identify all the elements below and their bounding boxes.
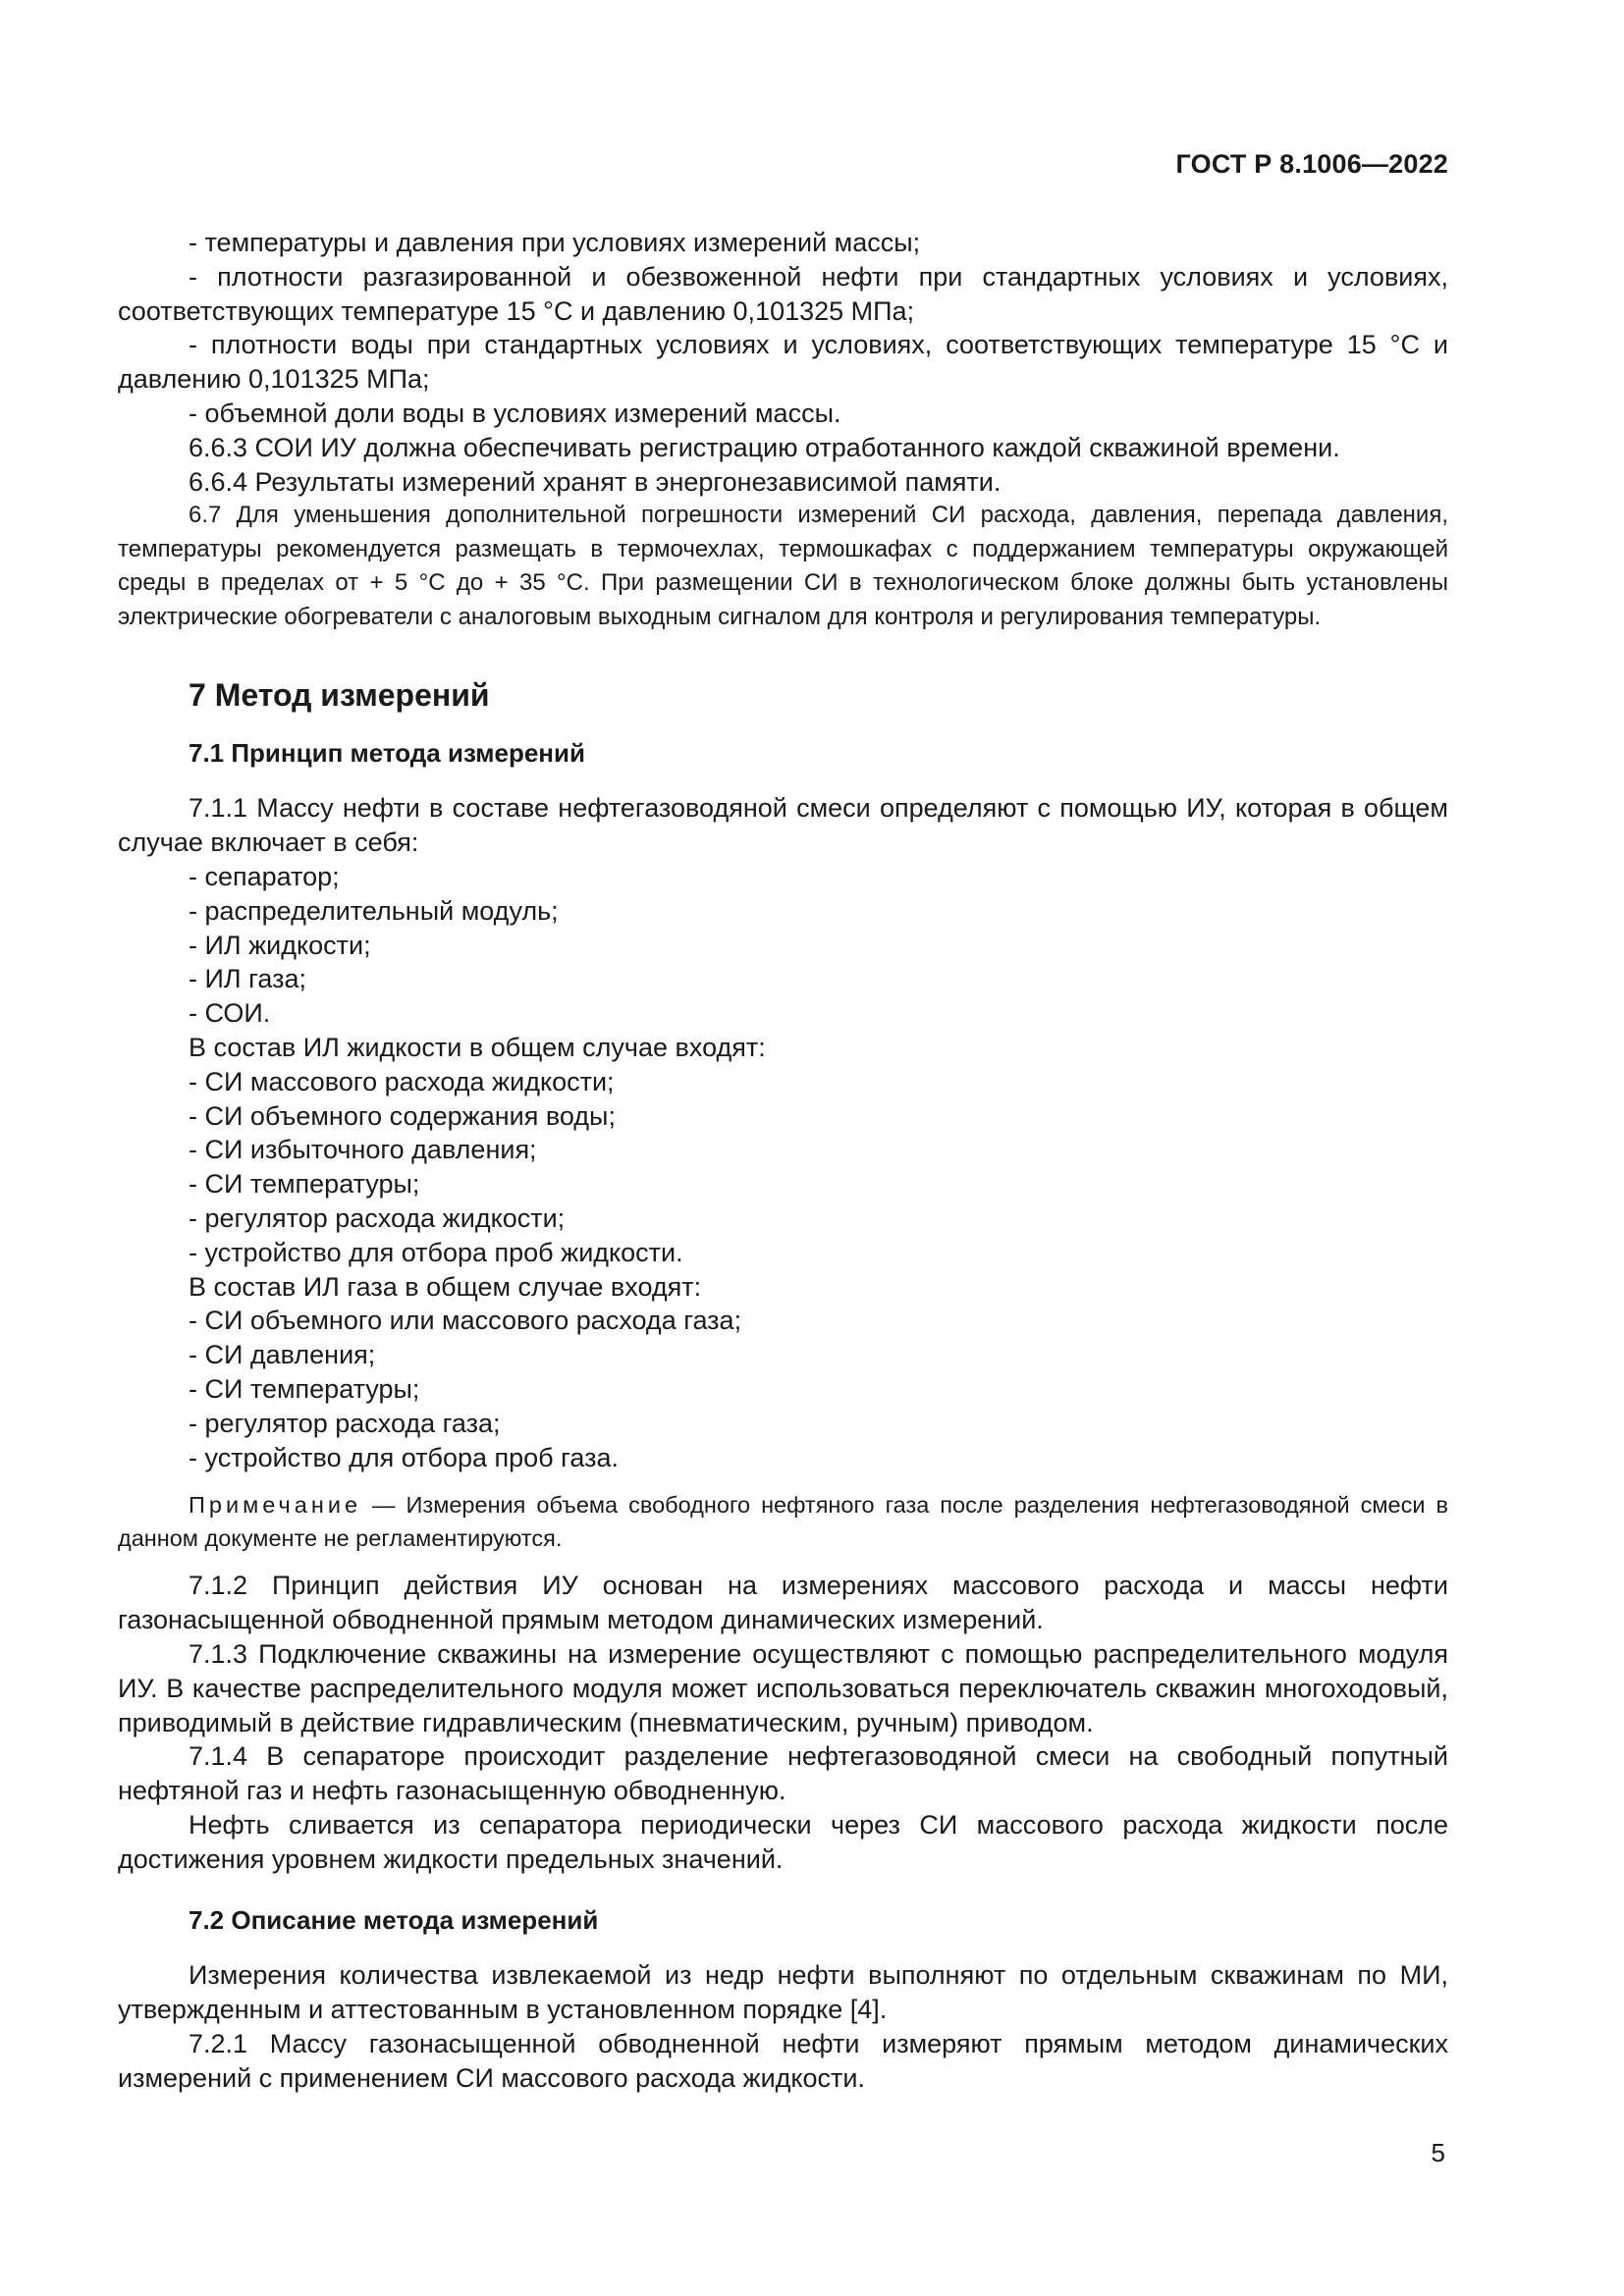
paragraph: - объемной доли воды в условиях измерений массы. <box>189 398 841 428</box>
paragraph: 7.1.4 В сепараторе происходит разделение нефтегазоводяной смеси на свободный попутный нефтяной газ и нефть газонасыщенную обводненную. <box>118 1741 1448 1806</box>
paragraph: В состав ИЛ жидкости в общем случае входят: <box>189 1032 766 1062</box>
list-item: - СИ объемного или массового расхода газа; <box>189 1306 742 1336</box>
paragraph: 7.1.2 Принцип действия ИУ основан на измерениях массового расхода и массы нефти газонасыщенной обводненной прямым методом динамических измерений. <box>118 1571 1448 1635</box>
subsection-heading: 7.1 Принцип метода измерений <box>189 738 585 769</box>
list-item: - регулятор расхода газа; <box>189 1408 501 1438</box>
page-number: 5 <box>1431 2138 1445 2167</box>
document-body <box>118 226 1448 2096</box>
list-item: - устройство для отбора проб газа. <box>189 1442 620 1472</box>
note-label: Примечание <box>189 1492 362 1519</box>
paragraph: 6.7 Для уменьшения дополнительной погрешности измерений СИ расхода, давления, перепада давления, температуры рекомендуется размещать в термочехлах, термошкафах с поддержанием температуры окружающей среды в пределах от + 5 °С до + 35 °С. При размещении СИ в технологическом блоке должны быть установлены электрические обогреватели с аналоговым выходным сигналом для контроля и регулирования температуры. <box>118 502 1448 630</box>
paragraph: - плотности разгазированной и обезвоженной нефти при стандартных условиях и условиях, соответствующих температуре 15 °С и давлению 0,101325 МПа; <box>118 261 1448 326</box>
paragraph: - температуры и давления при условиях измерений массы; <box>189 228 921 257</box>
paragraph: Нефть сливается из сепаратора периодически через СИ массового расхода жидкости после достижения уровнем жидкости предельных значений. <box>118 1809 1448 1874</box>
list-item: - ИЛ газа; <box>189 964 306 994</box>
section-heading: 7 Метод измерений <box>189 677 490 714</box>
list-item: - СИ объемного содержания воды; <box>189 1100 616 1131</box>
list-item: - СИ массового расхода жидкости; <box>189 1066 615 1096</box>
note <box>118 1488 1448 1555</box>
list-item: - СИ избыточного давления; <box>189 1135 537 1165</box>
list-item: - сепаратор; <box>189 861 340 891</box>
subsection-heading: 7.2 Описание метода измерений <box>189 1905 599 1936</box>
note-text: — Измерения объема свободного нефтяного газа после разделения нефтегазоводяной смеси в данном документе не регламентируются. <box>118 1492 1448 1552</box>
paragraph: Измерения количества извлекаемой из недр нефти выполняют по отдельным скважинам по МИ, утвержденным и аттестованным в установленном порядке [4]. <box>118 1960 1448 2025</box>
paragraph: 7.2.1 Массу газонасыщенной обводненной нефти измеряют прямым методом динамических измерений с применением СИ массового расхода жидкости. <box>118 2029 1448 2093</box>
paragraph: 6.6.4 Результаты измерений хранят в энергонезависимой памяти. <box>189 466 1001 497</box>
list-item: - регулятор расхода жидкости; <box>189 1202 566 1233</box>
paragraph: 7.1.1 Массу нефти в составе нефтегазоводяной смеси определяют с помощью ИУ, которая в общем случае включает в себя: <box>118 793 1448 858</box>
list-item: - СИ давления; <box>189 1340 376 1370</box>
document-header: ГОСТ Р 8.1006—2022 <box>1175 149 1448 179</box>
list-item: - ИЛ жидкости; <box>189 930 371 960</box>
list-item: - СИ температуры; <box>189 1169 420 1200</box>
paragraph: - плотности воды при стандартных условиях и условиях, соответствующих температуре 15 °С и давлению 0,101325 МПа; <box>118 330 1448 395</box>
list-item: - устройство для отбора проб жидкости. <box>189 1237 683 1267</box>
list-item: - распределительный модуль; <box>189 895 559 926</box>
list-item: - СИ температуры; <box>189 1373 420 1404</box>
paragraph: В состав ИЛ газа в общем случае входят: <box>189 1271 702 1302</box>
list-item: - СОИ. <box>189 998 271 1029</box>
paragraph: 6.6.3 СОИ ИУ должна обеспечивать регистрацию отработанного каждой скважиной времени. <box>189 432 1340 462</box>
paragraph: 7.1.3 Подключение скважины на измерение осуществляют с помощью распределительного модуля ИУ. В качестве распределительного модуля может использоваться переключатель скважин многоходовый, приводимый в действие гидравлическим (пневматическим, ручным) приводом. <box>118 1638 1448 1737</box>
